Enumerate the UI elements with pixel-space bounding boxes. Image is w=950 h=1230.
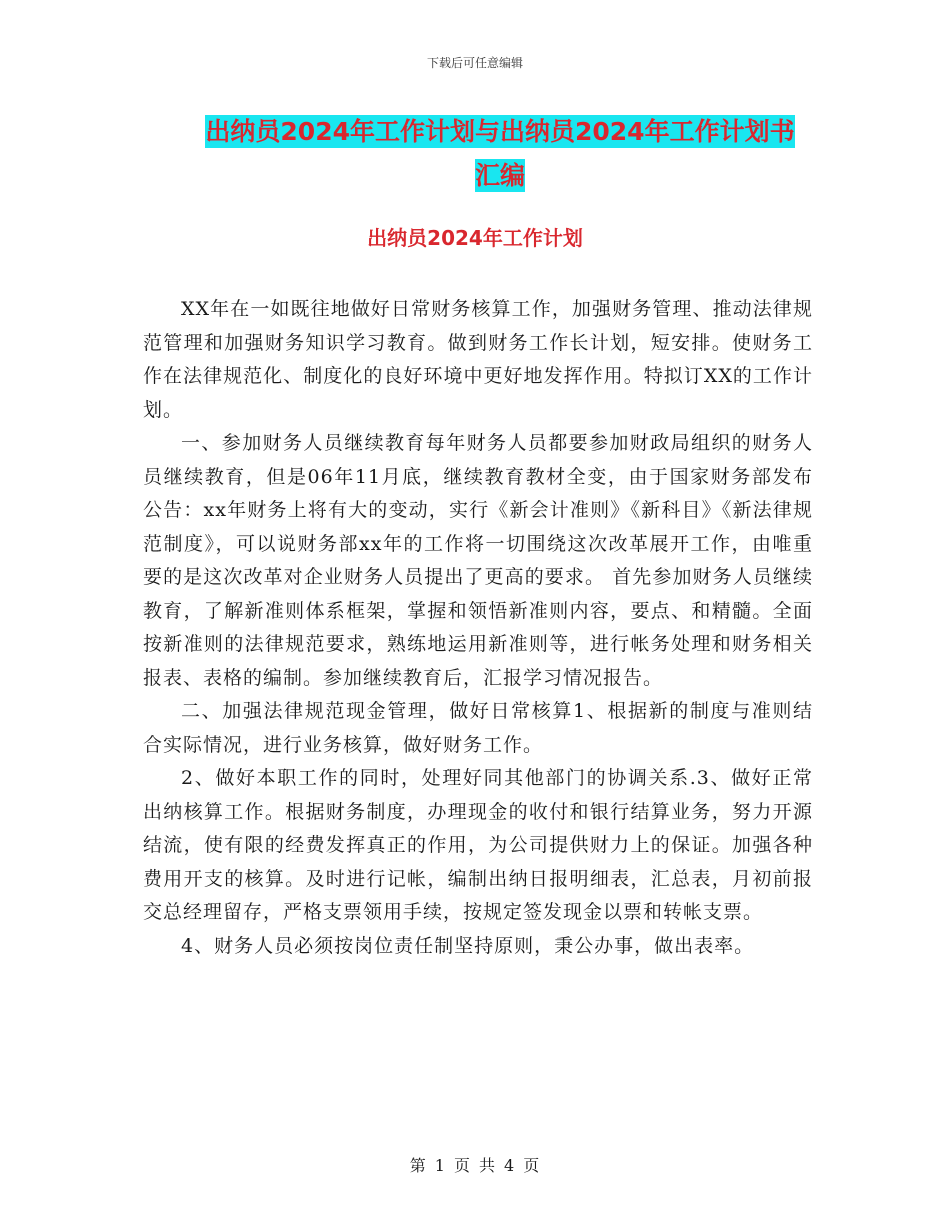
page-label: 第 bbox=[409, 1156, 427, 1175]
paragraph: XX年在一如既往地做好日常财务核算工作，加强财务管理、推动法律规范管理和加强财务知识学习教育。做到财务工作长计划，短安排。使财务工作在法律规范化、制度化的良好环境中更好地发挥作用。特拟订XX的工作计划。 bbox=[143, 298, 813, 421]
paragraph: 二、加强法律规范现金管理，做好日常核算1、根据新的制度与准则结合实际情况，进行业务核算，做好财务工作。 bbox=[143, 700, 813, 756]
header-note: 下载后可任意编辑 bbox=[426, 56, 523, 70]
page-unit: 页 bbox=[453, 1156, 471, 1175]
total-unit: 页 bbox=[523, 1156, 541, 1175]
section-title: 出纳员2024年工作计划 bbox=[367, 226, 583, 250]
paragraph: 4、财务人员必须按岗位责任制坚持原则，秉公办事，做出表率。 bbox=[181, 934, 755, 957]
paragraph: 2、做好本职工作的同时，处理好同其他部门的协调关系.3、做好正常出纳核算工作。根据财务制度，办理现金的收付和银行结算业务，努力开源结流，使有限的经费发挥真正的作用，为公司提供财力上的保证。加强各种费用开支的核算。及时进行记帐，编制出纳日报明细表，汇总表，月初前报交总经理留存，严格支票领用手续，按规定签发现金以票和转帐支票。 bbox=[143, 767, 813, 923]
total-label: 共 bbox=[479, 1156, 497, 1175]
document-body bbox=[143, 293, 813, 963]
document-title-line2: 汇编 bbox=[474, 161, 525, 190]
page-current: 1 bbox=[434, 1156, 446, 1175]
document-title-line1: 出纳员2024年工作计划与出纳员2024年工作计划书 bbox=[205, 117, 795, 146]
paragraph: 一、参加财务人员继续教育每年财务人员都要参加财政局组织的财务人员继续教育，但是06年11月底，继续教育教材全变，由于国家财务部发布公告：xx年财务上将有大的变动，实行《新会计准则》《新科目》《新法律规范制度》，可以说财务部xx年的工作将一切围绕这次改革展开工作，由唯重要的是这次改革对企业财务人员提出了更高的要求。 首先参加财务人员继续教育，了解新准则体系框架，掌握和领悟新准则内容，要点、和精髓。全面按新准则的法律规范要求，熟练地运用新准则等，进行帐务处理和财务相关报表、表格的编制。参加继续教育后，汇报学习情况报告。 bbox=[143, 432, 813, 689]
document-title bbox=[130, 110, 870, 198]
page-footer bbox=[0, 1153, 950, 1176]
page-total: 4 bbox=[504, 1156, 516, 1175]
